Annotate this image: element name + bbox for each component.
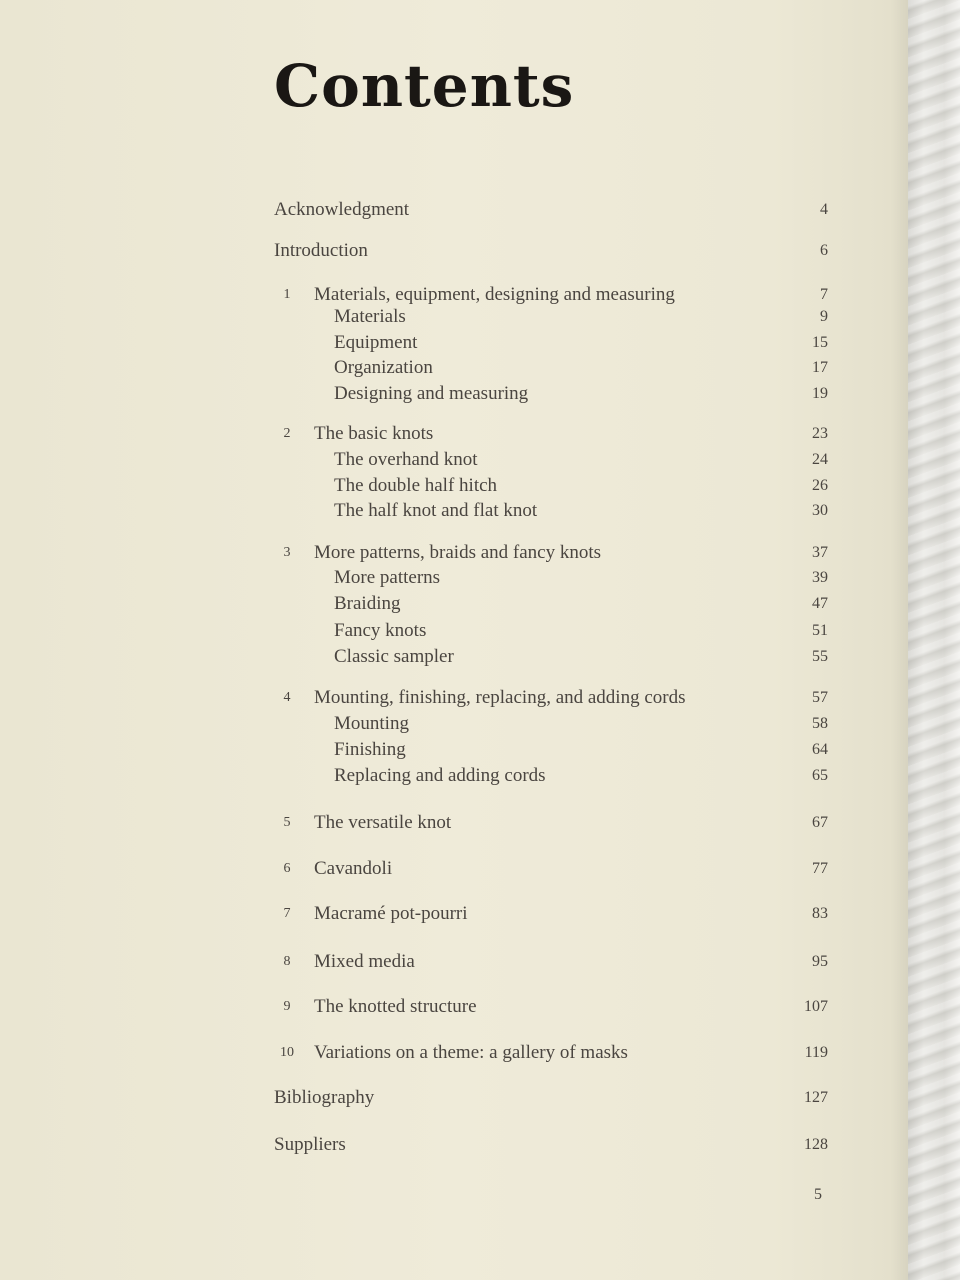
entry-label: Braiding [334,593,401,614]
entry-label: Finishing [334,739,406,760]
entry-label: Macramé pot-pourri [314,903,468,924]
toc-entry-ch2-overhand [270,448,828,472]
toc-entry-ch1-organization [270,356,828,380]
chapter-number: 10 [280,1045,294,1060]
toc-entry-ch3-braiding [270,592,828,616]
toc-entry-ch9 [270,995,828,1019]
entry-label: Designing and measuring [334,383,529,404]
entry-label: The half knot and flat knot [334,500,538,521]
entry-page-number: 26 [812,477,828,494]
entry-label: More patterns [334,567,441,588]
toc-entry-ch3-fancy [270,619,828,643]
chapter-number: 7 [283,906,291,921]
entry-label: Organization [334,357,433,378]
entry-page-number: 119 [804,1044,828,1061]
entry-page-number: 24 [812,451,828,468]
entry-label: Mounting, finishing, replacing, and adding cords [314,687,686,708]
page-number: 5 [814,1186,822,1203]
entry-label: Mounting [334,713,409,734]
entry-page-number: 55 [812,648,828,665]
entry-page-number: 17 [812,359,828,376]
toc-entry-ch10 [270,1041,828,1065]
chapter-number: 5 [283,815,291,830]
toc-entry-introduction [270,239,828,263]
entry-page-number: 67 [812,814,828,831]
toc-entry-ch6 [270,857,828,881]
entry-label: Variations on a theme: a gallery of masks [314,1042,628,1063]
toc-entry-ch4-replacing [270,764,828,788]
toc-entry-ch2-half [270,499,828,523]
entry-page-number: 7 [820,286,828,303]
page-title: Contents [274,52,575,120]
toc-entry-ch1-equipment [270,331,828,355]
entry-label: Acknowledgment [274,199,410,220]
entry-label: Materials [334,306,406,327]
entry-page-number: 107 [804,998,828,1015]
toc-entry-ch2-double [270,474,828,498]
entry-page-number: 23 [812,425,828,442]
entry-label: Replacing and adding cords [334,765,546,786]
entry-page-number: 64 [812,741,828,758]
entry-label: Suppliers [274,1134,346,1155]
chapter-number: 1 [283,287,291,302]
background-fabric [908,0,960,1280]
entry-label: The versatile knot [314,812,452,833]
entry-page-number: 51 [812,622,828,639]
entry-label: Fancy knots [334,620,427,641]
entry-page-number: 95 [812,953,828,970]
entry-page-number: 65 [812,767,828,784]
toc-entry-ch2 [270,422,828,446]
toc-entry-suppliers [270,1133,828,1157]
chapter-number: 2 [283,426,291,441]
entry-label: Introduction [274,240,368,261]
toc-entry-ch4-mounting [270,712,828,736]
entry-page-number: 57 [812,689,828,706]
entry-page-number: 58 [812,715,828,732]
toc-entry-ch4-finishing [270,738,828,762]
toc-entry-ch3 [270,541,828,565]
toc-entry-ch4 [270,686,828,710]
entry-page-number: 19 [812,385,828,402]
entry-page-number: 127 [804,1089,828,1106]
entry-page-number: 15 [812,334,828,351]
chapter-number: 9 [283,999,291,1014]
entry-page-number: 30 [812,502,828,519]
entry-label: The basic knots [314,423,434,444]
toc-entry-ch7 [270,902,828,926]
entry-label: More patterns, braids and fancy knots [314,542,602,563]
toc-entry-ch1-designing [270,382,828,406]
chapter-number: 8 [283,954,291,969]
entry-page-number: 9 [820,308,828,325]
entry-page-number: 37 [812,544,828,561]
toc-entry-ch1 [270,283,828,307]
entry-page-number: 6 [820,242,828,259]
entry-label: Equipment [334,332,418,353]
entry-label: Mixed media [314,951,415,972]
entry-page-number: 39 [812,569,828,586]
entry-label: The overhand knot [334,449,478,470]
entry-label: Bibliography [274,1087,375,1108]
toc-entry-ch5 [270,811,828,835]
entry-page-number: 77 [812,860,828,877]
toc-entry-ch3-sampler [270,645,828,669]
entry-label: The knotted structure [314,996,477,1017]
toc-entry-ch3-patterns [270,566,828,590]
chapter-number: 3 [283,545,291,560]
entry-label: Materials, equipment, designing and measuring [314,284,675,305]
toc-entry-ch8 [270,950,828,974]
entry-page-number: 4 [820,201,828,218]
entry-label: The double half hitch [334,475,498,496]
toc-entry-acknowledgment [270,198,828,222]
entry-page-number: 83 [812,905,828,922]
entry-page-number: 128 [804,1136,828,1153]
toc-entry-ch1-materials [270,305,828,329]
entry-label: Classic sampler [334,646,454,667]
entry-page-number: 47 [812,595,828,612]
chapter-number: 6 [283,861,291,876]
toc-entry-bibliography [270,1086,828,1110]
entry-label: Cavandoli [314,858,393,879]
chapter-number: 4 [283,690,291,705]
